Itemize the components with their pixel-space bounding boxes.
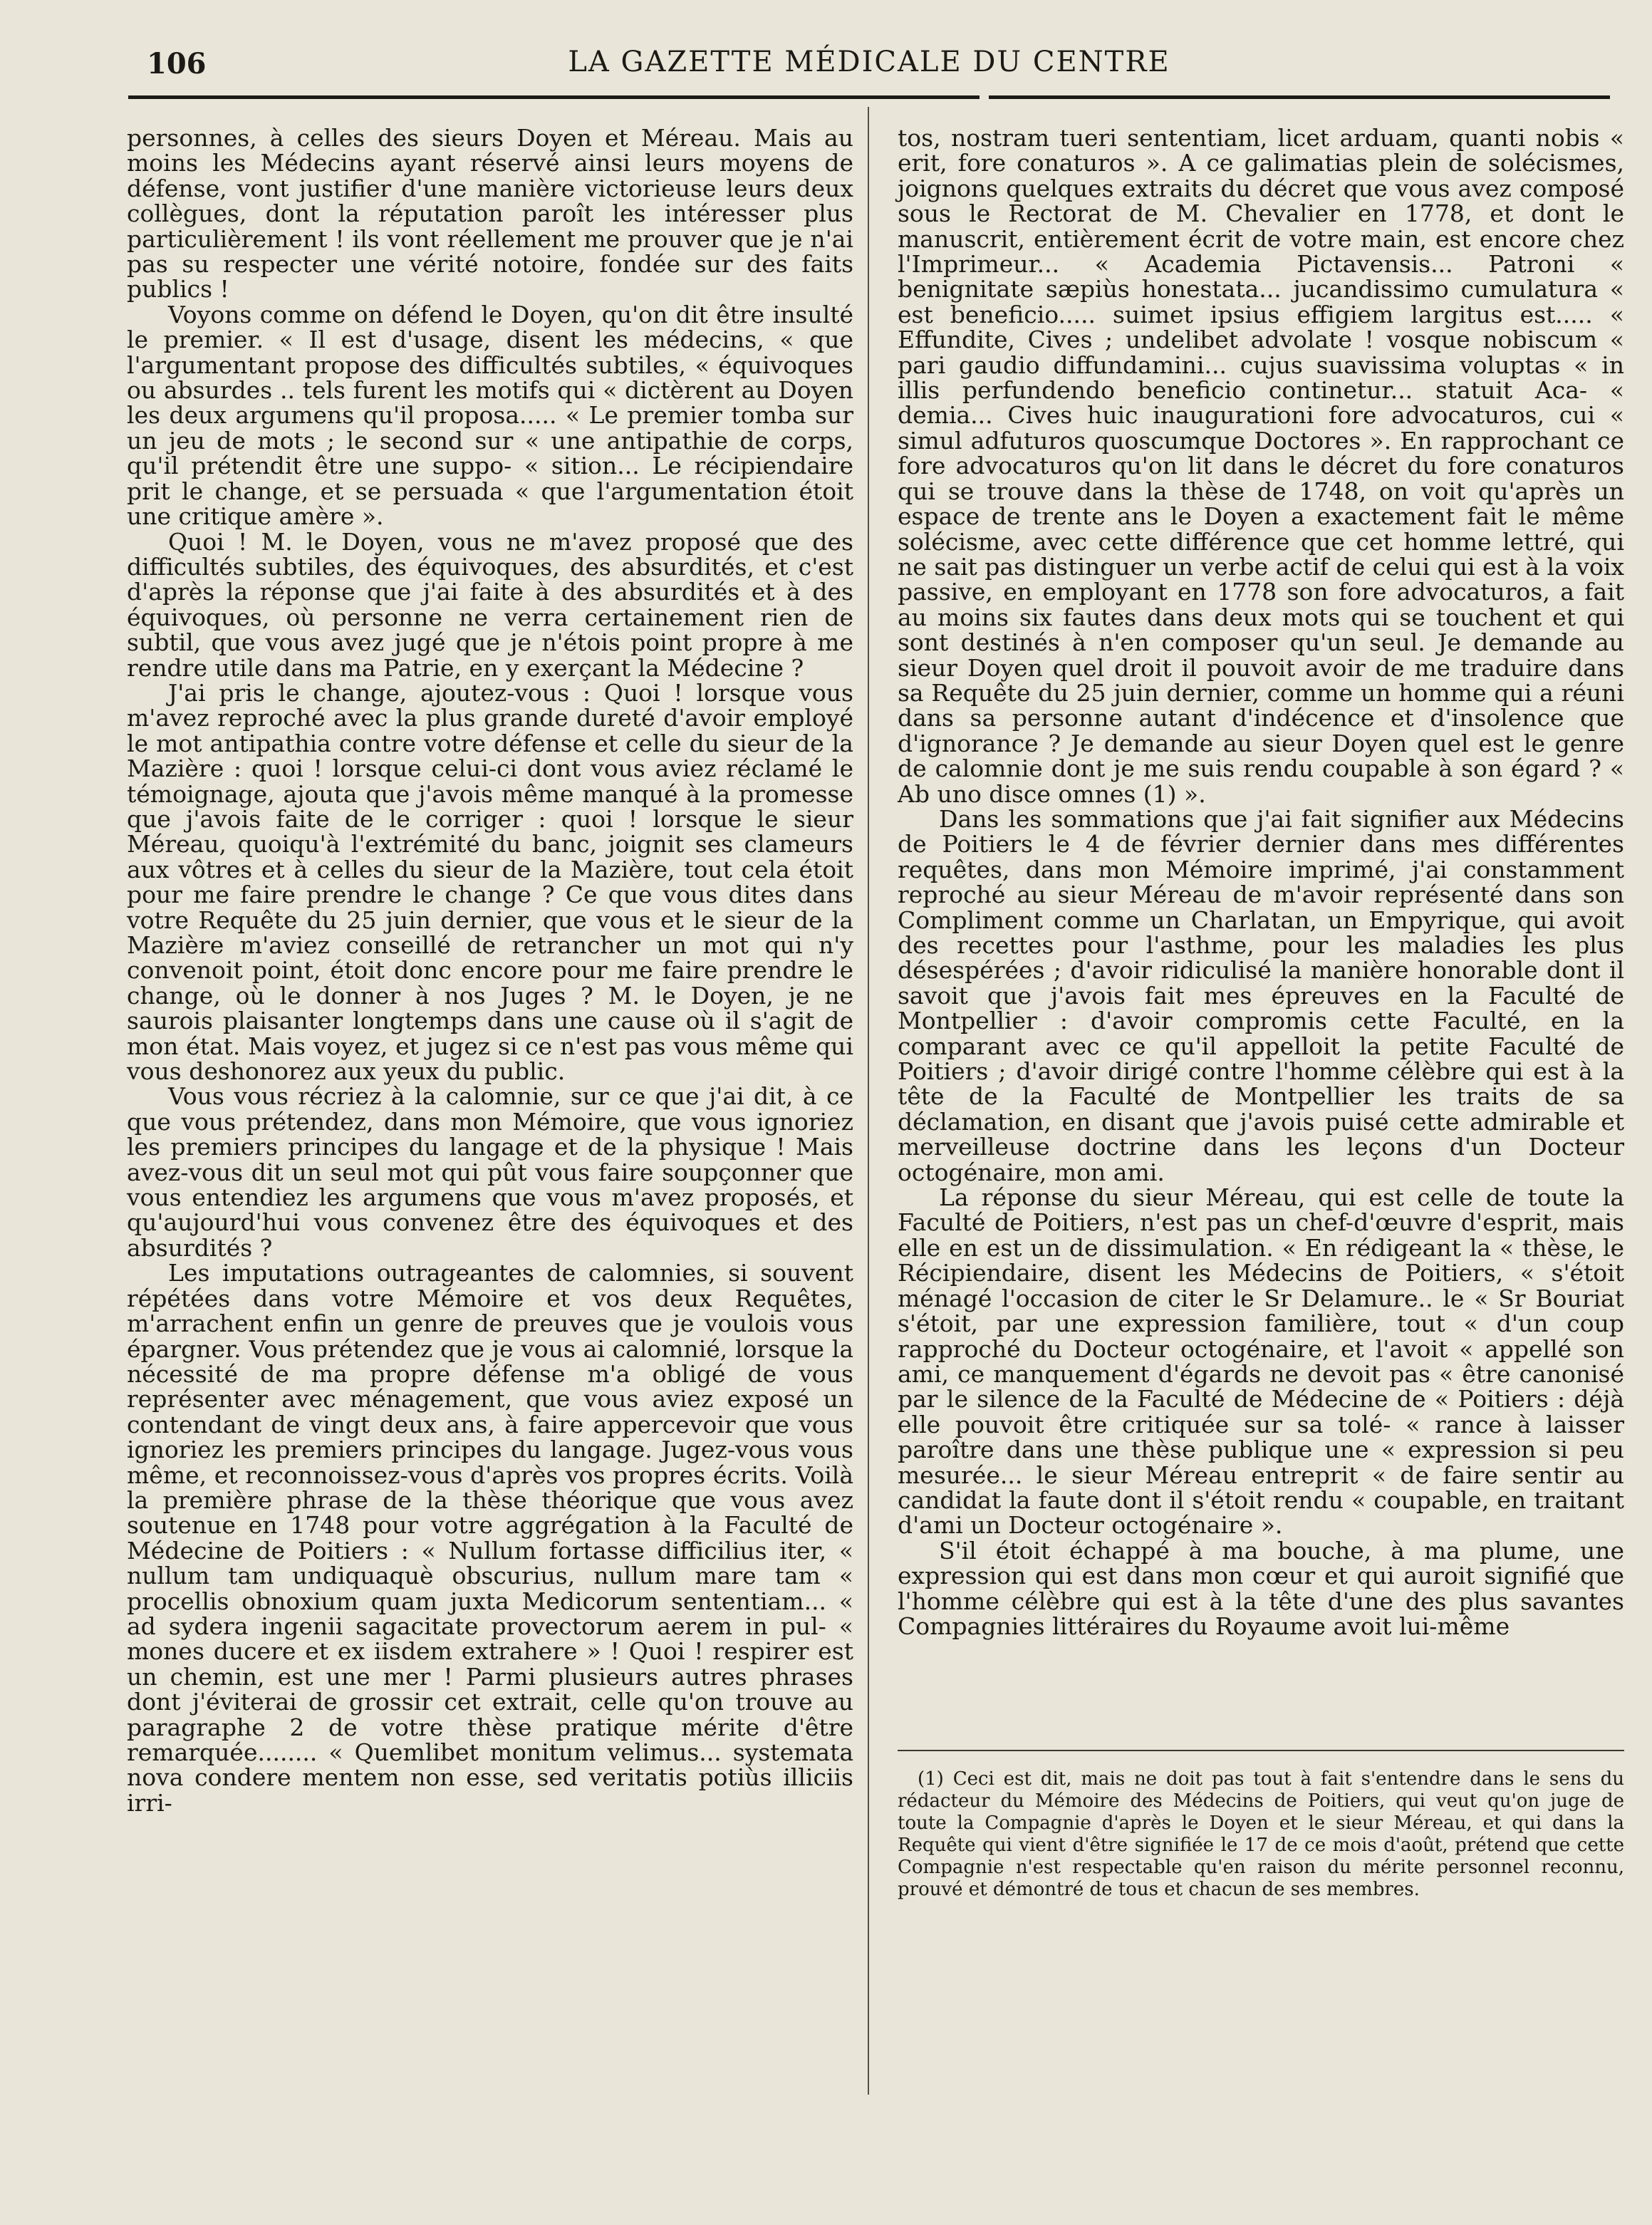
header-rule-left bbox=[128, 95, 980, 99]
paragraph: personnes, à celles des sieurs Doyen et Méreau. Mais au moins les Médecins ayant réservé ainsi leurs moyens de défense, vont justifier d'une manière victorieuse leurs deux collègues, dont la réputation paroît les intéresser plus particulièrement ! ils vont réellement me prouver que je n'ai pas su respecter une vérité notoire, fondée sur des faits publics ! bbox=[127, 124, 853, 304]
header-rule-right bbox=[989, 95, 1610, 99]
paragraph: tos, nostram tueri sententiam, licet arduam, quanti nobis « erit, fore conaturos ». A ce galimatias plein de solécismes, joignons quelques extraits du décret que vous avez composé sous le Rectorat de M. Chevalier en 1778, et dont le manuscrit, entièrement écrit de votre main, est encore chez l'Imprimeur... « Academia Pictavensis... Patroni « benignitate sæpiùs honestata... jucandissimo cumulatura « est beneficio..... suimet ipsius effigiem largitus est..... « Effundite, Cives ; undelibet advolate ! vosque nobiscum « pari gaudio diffundamini... cujus suavissima voluptas « in illis perfundendo beneficio continetur... statuit Aca- « demia... Cives huic inaugurationi fore advocaturos, cui « simul adfuturos quoscumque Doctores ». En rapprochant ce fore advocaturos qu'on lit dans le décret du fore conaturos qui se trouve dans la thèse de 1748, on voit qu'après un espace de trente ans le Doyen a exactement fait le même solécisme, avec cette différence que cet homme lettré, qui ne sait pas distinguer un verbe actif de celui qui est à la voix passive, en employant en 1778 son fore advocaturos, a fait au moins six fautes dans deux mots qui se touchent et qui sont destinés à n'en composer qu'un seul. Je demande au sieur Doyen quel droit il pouvoit avoir de me traduire dans sa Requête du 25 juin dernier, comme un homme qui a réuni dans sa personne autant d'indécence et d'insolence que d'ignorance ? Je demande au sieur Doyen quel est le genre de calomnie dont je me suis rendu coupable à son égard ? « Ab uno disce omnes (1) ». bbox=[898, 124, 1624, 808]
page-number: 106 bbox=[147, 47, 207, 81]
paragraph: Les imputations outrageantes de calomnies, si souvent répétées dans votre Mémoire et vos deux Requêtes, m'arrachent enfin un genre de preuves que je voulois vous épargner. Vous prétendez que je vous ai calomnié, lorsque la nécessité de ma propre défense m'a obligé de vous représenter avec ménagement, que vous aviez exposé un contendant de vingt deux ans, à faire appercevoir que vous ignoriez les premiers principes du langage. Jugez-vous vous même, et reconnoissez-vous d'après vos propres écrits. Voilà la première phrase de la thèse théorique que vous avez soutenue en 1748 pour votre aggrégation à la Faculté de Médecine de Poitiers : « Nullum fortasse difficilius iter, « nullum tam undiquaquè obscurius, nullum mare tam « procellis obnoxium quam juxta Medicorum sententiam... « ad sydera ingenii sagacitate provectorum aerem in pul- « mones ducere et ex iisdem extrahere » ! Quoi ! respirer est un chemin, est une mer ! Parmi plusieurs autres phrases dont j'éviterai de grossir cet extrait, celle qu'on trouve au paragraphe 2 de votre thèse pratique mérite d'être remarquée........ « Quemlibet monitum velimus... systemata nova condere mentem non esse, sed veritatis potiùs illiciis irri- bbox=[127, 1259, 853, 1817]
column-divider bbox=[868, 107, 869, 2095]
page-header bbox=[128, 41, 1610, 84]
paragraph: S'il étoit échappé à ma bouche, à ma plume, une expression qui est dans mon cœur et qui auroit signifié que l'homme célèbre qui est à la tête d'une des plus savantes Compagnies littéraires du Royaume avoit lui-même bbox=[898, 1536, 1624, 1640]
running-title: LA GAZETTE MÉDICALE DU CENTRE bbox=[568, 46, 1170, 78]
paragraph: Dans les sommations que j'ai fait signifier aux Médecins de Poitiers le 4 de février dernier dans mes différentes requêtes, dans mon Mémoire imprimé, j'ai constamment reproché au sieur Méreau de m'avoir représenté dans son Compliment comme un Charlatan, un Empyrique, qui avoit des recettes pour l'asthme, pour les maladies les plus désespérées ; d'avoir ridiculisé la manière honorable dont il savoit que j'avois fait mes épreuves en la Faculté de Montpellier : d'avoir compromis cette Faculté, en la comparant avec ce qu'il appelloit la petite Faculté de Poitiers ; d'avoir dirigé contre l'homme célèbre qui est à la tête de la Faculté de Montpellier les traits de sa déclamation, en disant que j'avois puisé cette admirable et merveilleuse doctrine dans les leçons d'un Docteur octogénaire, mon ami. bbox=[898, 804, 1624, 1186]
paragraph: Vous vous récriez à la calomnie, sur ce que j'ai dit, à ce que vous prétendez, dans mon Mémoire, que vous ignoriez les premiers principes du langage et de la physique ! Mais avez-vous dit un seul mot qui pût vous faire soupçonner que vous entendiez les argumens que vous m'avez proposés, et qu'aujourd'hui vous convenez être des équivoques et des absurdités ? bbox=[127, 1082, 853, 1262]
left-column bbox=[127, 125, 853, 1815]
paragraph: Voyons comme on défend le Doyen, qu'on dit être insulté le premier. « Il est d'usage, disent les médecins, « que l'argumentant propose des difficultés subtiles, « équivoques ou absurdes .. tels furent les motifs qui « dictèrent au Doyen les deux argumens qu'il proposa..... « Le premier tomba sur un jeu de mots ; le second sur « une antipathie de corps, qu'il prétendit être une suppo- « sition... Le récipiendaire prit le change, et se persuada « que l'argumentation étoit une critique amère ». bbox=[127, 300, 853, 531]
footnote-rule bbox=[898, 1750, 1624, 1751]
right-column bbox=[898, 125, 1624, 1639]
paragraph: La réponse du sieur Méreau, qui est celle de toute la Faculté de Poitiers, n'est pas un chef-d'œuvre d'esprit, mais elle en est un de dissimulation. « En rédigeant la « thèse, le Récipiendaire, disent les Médecins de Poitiers, « s'étoit ménagé l'occasion de citer le Sr Delamure.. le « Sr Bouriat s'étoit, par une expression familière, tout « d'un coup rapproché du Docteur octogénaire, et l'avoit « appellé son ami, ce manquement d'égards ne devoit pas « être canonisé par le silence de la Faculté de Médecine de « Poitiers : déjà elle pouvoit être critiquée sur sa tolé- « rance à laisser paroître dans une thèse publique une « expression si peu mesurée... le sieur Méreau entreprit « de faire sentir au candidat la faute dont il s'étoit rendu « coupable, en traitant d'ami un Docteur octogénaire ». bbox=[898, 1183, 1624, 1540]
paragraph: Quoi ! M. le Doyen, vous ne m'avez proposé que des difficultés subtiles, des équivoques, des absurdités, et c'est d'après la réponse que j'ai faite à des absurdités et à des équivoques, où personne ne verra certainement rien de subtil, que vous avez jugé que je n'étois point propre à me rendre utile dans ma Patrie, en y exerçant la Médecine ? bbox=[127, 527, 853, 682]
paragraph: J'ai pris le change, ajoutez-vous : Quoi ! lorsque vous m'avez reproché avec la plus grande dureté d'avoir employé le mot antipathia contre votre défense et celle du sieur de la Mazière : quoi ! lorsque celui-ci dont vous aviez réclamé le témoignage, ajouta que j'avois même manqué à la promesse que j'avois faite de le corriger : quoi ! lorsque le sieur Méreau, quoiqu'à l'extrémité du banc, joignit ses clameurs aux vôtres et à celles du sieur de la Mazière, tout cela étoit pour me faire prendre le change ? Ce que vous dites dans votre Requête du 25 juin dernier, que vous et le sieur de la Mazière m'aviez conseillé de retrancher un mot qui n'y convenoit point, étoit donc encore pour me faire prendre le change, où le donner à nos Juges ? M. le Doyen, je ne saurois plaisanter longtemps dans une cause où il s'agit de mon état. Mais voyez, et jugez si ce n'est pas vous même qui vous deshonorez aux yeux du public. bbox=[127, 678, 853, 1086]
footnote: (1) Ceci est dit, mais ne doit pas tout à fait s'entendre dans le sens du rédacteur du Mémoire des Médecins de Poitiers, qui veut qu'on juge de toute la Compagnie d'après le Doyen et le sieur Méreau, et qui dans la Requête qui vient d'être signifiée le 17 de ce mois d'août, prétend que cette Compagnie n'est respectable qu'en raison du mérite personnel reconnu, prouvé et démontré de tous et chacun de ses membres. bbox=[898, 1768, 1624, 1900]
